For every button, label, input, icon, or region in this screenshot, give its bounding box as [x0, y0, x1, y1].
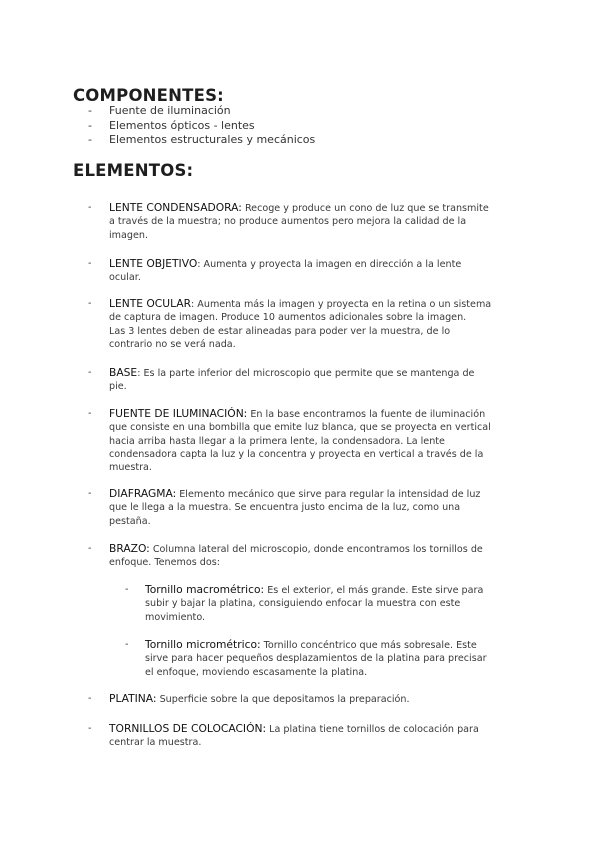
componentes-list	[88, 104, 315, 148]
componentes-heading: COMPONENTES:	[73, 86, 224, 105]
list-item: - TORNILLOS DE COLOCACIÓN: La platina tiene tornillos de colocación para centrar la muestra.	[88, 722, 479, 749]
list-item: - LENTE OBJETIVO: Aumenta y proyecta la imagen en dirección a la lente ocular.	[88, 257, 462, 284]
list-item: - Elementos ópticos - lentes	[88, 118, 255, 132]
elementos-heading: ELEMENTOS:	[73, 161, 194, 180]
list-item: - DIAFRAGMA: Elemento mecánico que sirve para regular la intensidad de luz que le llega a la muestra. Se encuentra justo encima de la luz, como una pestaña.	[88, 487, 481, 527]
list-item: - Tornillo micrométrico: Tornillo concéntrico que más sobresale. Este sirve para hacer pequeños desplazamientos de la platina para precisar el enfoque, moviendo escasamente la platina.	[125, 638, 487, 678]
list-item: - PLATINA: Superficie sobre la que depositamos la preparación.	[88, 692, 410, 705]
list-item: - Fuente de iluminación	[88, 104, 231, 117]
list-item: - Elementos estructurales y mecánicos	[88, 133, 316, 146]
list-item: - LENTE OCULAR: Aumenta más la imagen y proyecta en la retina o un sistema de captura de imagen. Produce 10 aumentos adicionales sobre la imagen. Las 3 lentes deben de estar alineadas para poder ver la muestra, de lo contrario no se verá nada.	[88, 297, 492, 350]
list-item: - BASE: Es la parte inferior del microscopio que permite que se mantenga de pie.	[88, 366, 475, 393]
list-item: - Tornillo macrométrico: Es el exterior, el más grande. Este sirve para subir y bajar la platina, consiguiendo enfocar la muestra con este movimiento.	[125, 583, 484, 623]
list-item: - BRAZO: Columna lateral del microscopio, donde encontramos los tornillos de enfoque. Tenemos dos:	[88, 542, 483, 569]
list-item: - FUENTE DE ILUMINACIÓN: En la base encontramos la fuente de iluminación que consiste en una bombilla que emite luz blanca, que se proyecta en vertical hacia arriba hasta llegar a la primera lente, la condensadora. La lente condensadora capta la luz y la concentra y proyecta en vertical a través de la muestra.	[88, 407, 491, 474]
list-item: - LENTE CONDENSADORA: Recoge y produce un cono de luz que se transmite a través de la muestra; no produce aumentos pero mejora la calidad de la imagen.	[88, 201, 489, 241]
